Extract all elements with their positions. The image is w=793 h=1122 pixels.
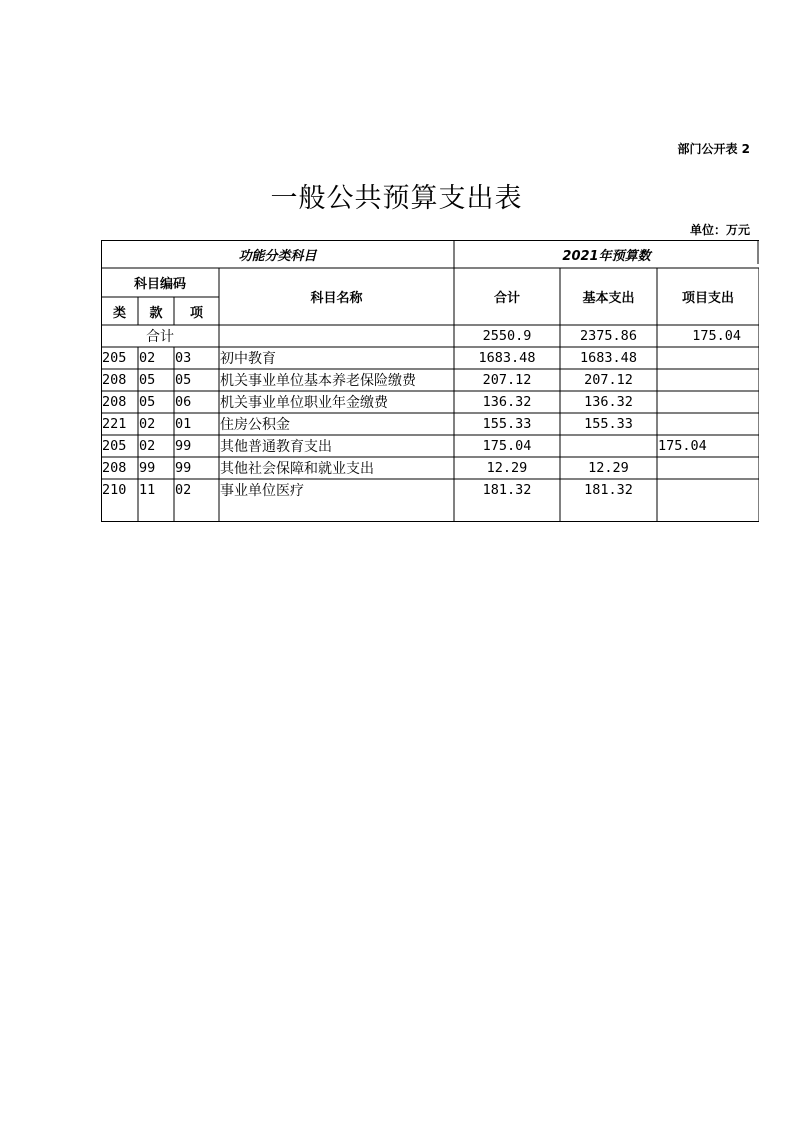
unit-label: 单位：万元 bbox=[689, 223, 750, 237]
budget-table bbox=[101, 240, 759, 522]
header-subject-name: 科目名称 bbox=[310, 291, 363, 306]
cell-subject-name: 机关事业单位基本养老保险缴费 bbox=[220, 373, 416, 389]
summary-basic: 2375.86 bbox=[580, 328, 637, 344]
cell-project bbox=[657, 347, 759, 369]
cell-project bbox=[657, 369, 759, 391]
cell-xiang: 02 bbox=[175, 482, 192, 498]
cell-xiang: 03 bbox=[175, 350, 192, 366]
cell-kuan: 02 bbox=[139, 438, 156, 454]
cell-subject-name: 住房公积金 bbox=[220, 417, 290, 433]
cell-lei: 208 bbox=[102, 460, 127, 476]
header-lei: 类 bbox=[112, 305, 126, 321]
summary-project: 175.04 bbox=[692, 328, 741, 344]
cell-kuan: 02 bbox=[139, 350, 156, 366]
cell-basic bbox=[560, 435, 657, 457]
cell-subject-name: 事业单位医疗 bbox=[220, 483, 304, 499]
header-xiang: 项 bbox=[189, 305, 203, 321]
cell-total: 155.33 bbox=[482, 416, 532, 432]
cell-xiang: 01 bbox=[175, 416, 192, 432]
cell-basic: 136.32 bbox=[584, 394, 633, 410]
cell-lei: 210 bbox=[102, 482, 127, 498]
cell-subject-name: 机关事业单位职业年金缴费 bbox=[220, 395, 388, 411]
cell-lei: 221 bbox=[102, 416, 127, 432]
cell-xiang: 05 bbox=[175, 372, 192, 388]
summary-total: 2550.9 bbox=[482, 328, 532, 344]
header-basic-expenditure: 基本支出 bbox=[582, 291, 635, 306]
cell-kuan: 05 bbox=[139, 394, 156, 410]
header-kuan: 款 bbox=[149, 305, 163, 321]
cell-total: 1683.48 bbox=[478, 350, 536, 366]
cell-kuan: 02 bbox=[139, 416, 156, 432]
header-function-classification: 功能分类科目 bbox=[238, 248, 317, 264]
cell-total: 136.32 bbox=[482, 394, 532, 410]
cell-basic: 1683.48 bbox=[580, 350, 637, 366]
cell-lei: 205 bbox=[102, 438, 127, 454]
header-subject-code: 科目编码 bbox=[133, 277, 186, 292]
cell-total: 12.29 bbox=[486, 460, 528, 476]
cell-subject-name: 初中教育 bbox=[220, 351, 276, 367]
cell-kuan: 05 bbox=[139, 372, 156, 388]
header-budget-year: 2021年预算数 bbox=[562, 248, 651, 264]
cell-project bbox=[657, 413, 759, 435]
cell-xiang: 06 bbox=[175, 394, 192, 410]
cell-xiang: 99 bbox=[175, 460, 192, 476]
cell-project bbox=[657, 479, 759, 501]
cell-total: 181.32 bbox=[482, 482, 532, 498]
cell-lei: 208 bbox=[102, 372, 127, 388]
cell-kuan: 11 bbox=[139, 482, 156, 498]
cell-lei: 208 bbox=[102, 394, 127, 410]
summary-label: 合计 bbox=[146, 329, 174, 345]
cell-basic: 181.32 bbox=[584, 482, 633, 498]
cell-xiang: 99 bbox=[175, 438, 192, 454]
cell-basic: 207.12 bbox=[584, 372, 633, 388]
cell-subject-name: 其他普通教育支出 bbox=[220, 439, 332, 455]
page-title: 一般公共预算支出表 bbox=[270, 183, 523, 214]
cell-basic: 155.33 bbox=[584, 416, 633, 432]
cell-total: 207.12 bbox=[482, 372, 532, 388]
cell-kuan: 99 bbox=[139, 460, 156, 476]
cell-lei: 205 bbox=[102, 350, 127, 366]
cell-basic: 12.29 bbox=[588, 460, 629, 476]
cell-project: 175.04 bbox=[658, 438, 707, 454]
cell-subject-name: 其他社会保障和就业支出 bbox=[220, 461, 374, 477]
cell-project bbox=[657, 457, 759, 479]
table-number-label: 部门公开表 2 bbox=[677, 142, 750, 156]
cell-project bbox=[657, 391, 759, 413]
header-total: 合计 bbox=[493, 291, 520, 306]
header-project-expenditure: 项目支出 bbox=[681, 291, 734, 306]
cell-total: 175.04 bbox=[482, 438, 532, 454]
